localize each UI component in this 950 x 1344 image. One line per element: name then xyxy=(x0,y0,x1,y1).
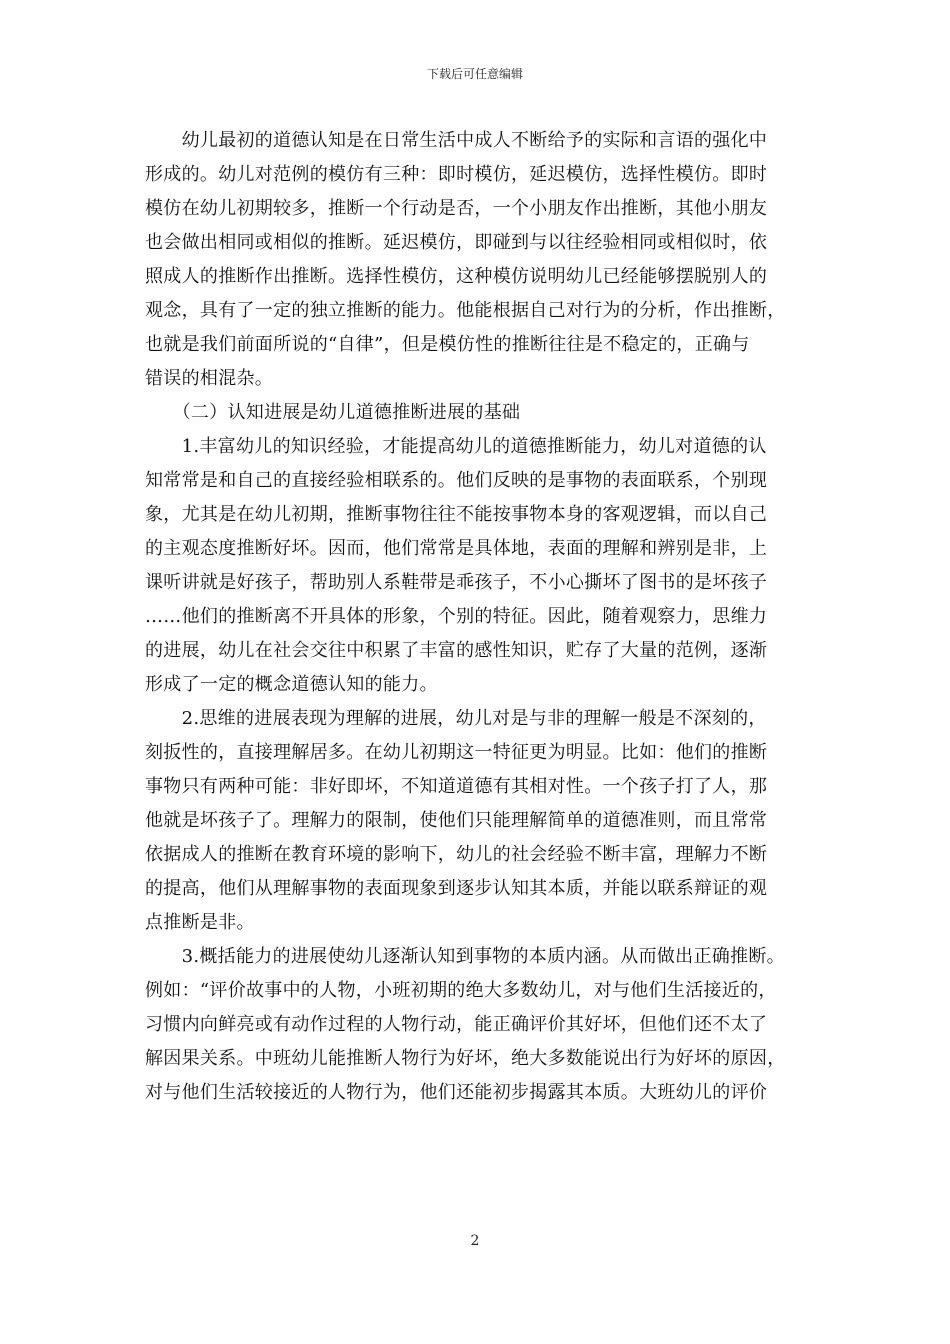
body-line: 对与他们生活较接近的人物行为，他们还能初步揭露其本质。大班幼儿的评价 xyxy=(145,1082,768,1103)
body-line: 2.思维的进展表现为理解的进展，幼儿对是与非的理解一般是不深刻的， xyxy=(145,708,767,729)
body-line: 象，尤其是在幼儿初期，推断事物往往不能按事物本身的客观逻辑，而以自己 xyxy=(145,504,768,525)
body-line: 的提高，他们从理解事物的表面现象到逐步认知其本质，并能以联系辩证的观 xyxy=(145,878,768,899)
body-line: 点推断是非。 xyxy=(145,912,255,933)
body-line: 刻扳性的，直接理解居多。在幼儿初期这一特征更为明显。比如：他们的推断 xyxy=(145,742,768,763)
body-line: 例如：“评价故事中的人物，小班初期的绝大多数幼儿，对与他们生活接近的， xyxy=(145,980,777,1001)
body-line: 事物只有两种可能：非好即坏，不知道道德有其相对性。一个孩子打了人，那 xyxy=(145,776,768,797)
body-line: 照成人的推断作出推断。选择性模仿，这种模仿说明幼儿已经能够摆脱别人的 xyxy=(145,266,768,287)
body-line: 幼儿最初的道德认知是在日常生活中成人不断给予的实际和言语的强化中 xyxy=(145,130,768,151)
body-line: 依据成人的推断在教育环境的影响下，幼儿的社会经验不断丰富，理解力不断 xyxy=(145,844,768,865)
body-line: 解因果关系。中班幼儿能推断人物行为好坏，绝大多数能说出行为好坏的原因， xyxy=(145,1048,786,1069)
section-heading: （二）认知进展是幼儿道德推断进展的基础 xyxy=(145,402,521,423)
body-line: 课听讲就是好孩子，帮助别人系鞋带是乖孩子，不小心撕坏了图书的是坏孩子 xyxy=(145,572,768,593)
body-line: 3.概括能力的进展使幼儿逐渐认知到事物的本质内涵。从而做出正确推断。 xyxy=(145,946,785,967)
body-line: 也会做出相同或相似的推断。延迟模仿，即碰到与以往经验相同或相似时，依 xyxy=(145,232,768,253)
body-line: 的主观态度推断好坏。因而，他们常常是具体地，表面的理解和辨别是非，上 xyxy=(145,538,768,559)
body-line: 也就是我们前面所说的“自律”，但是模仿性的推断往往是不稳定的，正确与 xyxy=(145,334,750,355)
body-line: 的进展，幼儿在社会交往中积累了丰富的感性知识，贮存了大量的范例，逐渐 xyxy=(145,640,768,661)
body-line: 1.丰富幼儿的知识经验，才能提高幼儿的道德推断能力，幼儿对道德的认 xyxy=(145,436,767,457)
body-line: 知常常是和自己的直接经验相联系的。他们反映的是事物的表面联系，个别现 xyxy=(145,470,768,491)
body-line: 形成的。幼儿对范例的模仿有三种：即时模仿，延迟模仿，选择性模仿。即时 xyxy=(145,164,768,185)
body-line: 习惯内向鲜亮或有动作过程的人物行动，能正确评价其好坏，但他们还不太了 xyxy=(145,1014,768,1035)
page-number: 2 xyxy=(470,1233,480,1249)
body-line: 他就是坏孩子了。理解力的限制，使他们只能理解简单的道德准则，而且常常 xyxy=(145,810,768,831)
document-body xyxy=(145,124,810,1110)
body-line: ……他们的推断离不开具体的形象，个别的特征。因此，随着观察力，思维力 xyxy=(145,606,768,627)
body-line: 模仿在幼儿初期较多，推断一个行动是否，一个小朋友作出推断，其他小朋友 xyxy=(145,198,768,219)
body-line: 错误的相混杂。 xyxy=(145,368,274,389)
body-line: 形成了一定的概念道德认知的能力。 xyxy=(145,674,438,695)
body-line: 观念，具有了一定的独立推断的能力。他能根据自己对行为的分析，作出推断， xyxy=(145,300,786,321)
page-header: 下载后可任意编辑 xyxy=(426,67,523,81)
